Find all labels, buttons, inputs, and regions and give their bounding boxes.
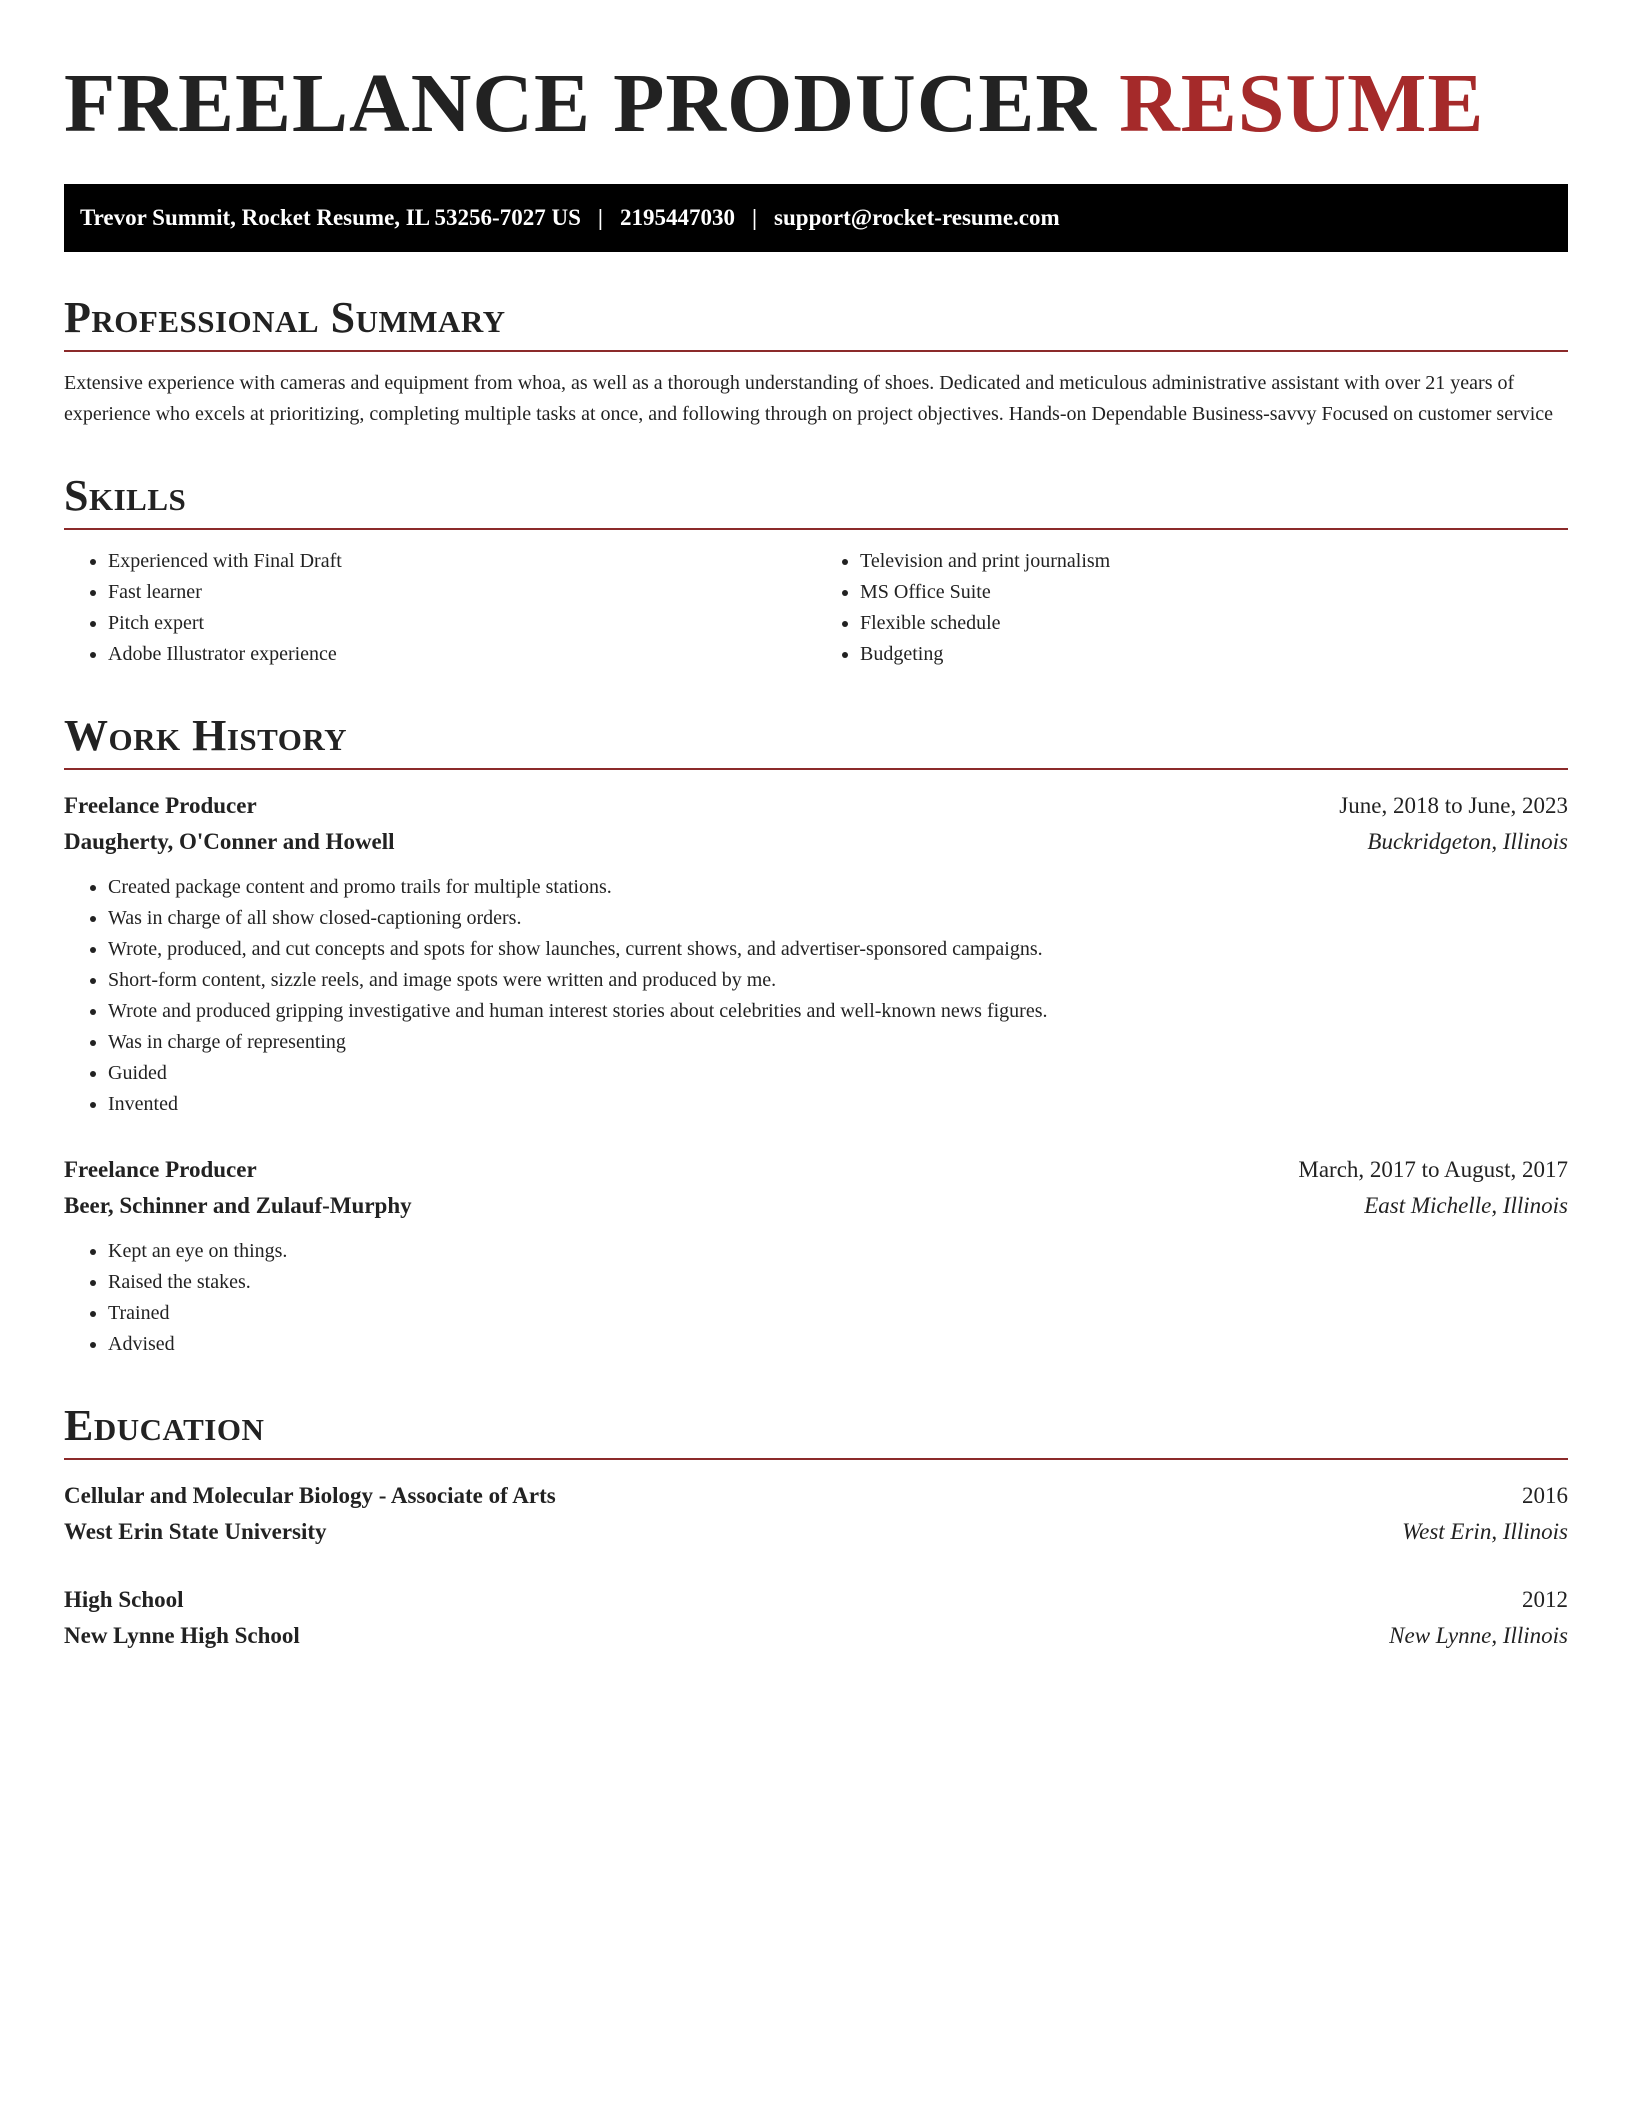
education-degree: Cellular and Molecular Biology - Associate of Arts [64,1483,556,1508]
contact-separator: | [751,205,758,230]
job-dates: March, 2017 to August, 2017 [1298,1157,1568,1182]
education-entry [64,1582,1568,1654]
job-company-row [64,1188,1568,1224]
skills-section [64,470,1568,670]
education-degree: High School [64,1587,184,1612]
education-school: West Erin State University [64,1519,327,1544]
job-duty-item: • Was in charge of all show closed-captioning orders. [108,903,1568,934]
resume-title-main: FREELANCE PRODUCER [64,57,1098,150]
summary-section [64,292,1568,430]
job-location: Buckridgeton, Illinois [1367,829,1568,854]
job-duty-item: • Wrote, produced, and cut concepts and spots for show launches, current shows, and advertiser-sponsored campaigns. [108,934,1568,965]
job-duty-item: • Invented [108,1089,1568,1120]
contact-separator: | [597,205,603,230]
education-location: West Erin, Illinois [1402,1519,1568,1544]
education-degree-row [64,1478,1568,1514]
job-duty-item: • Raised the stakes. [108,1267,1568,1298]
education-year: 2012 [1522,1587,1568,1612]
skill-item: • Television and print journalism [860,546,1568,577]
summary-heading: Professional Summary [64,292,1568,352]
job-dates: June, 2018 to June, 2023 [1339,793,1568,818]
education-degree-row [64,1582,1568,1618]
job-company: Beer, Schinner and Zulauf-Murphy [64,1193,412,1218]
job-entry [64,1152,1568,1360]
job-location: East Michelle, Illinois [1364,1193,1568,1218]
education-school-row [64,1618,1568,1654]
skill-item: • Adobe Illustrator experience [108,639,816,670]
work-history-section [64,710,1568,1360]
job-duty-item: • Was in charge of representing [108,1027,1568,1058]
job-header-row [64,788,1568,824]
job-duty-item: • Wrote and produced gripping investigative and human interest stories about celebrities and well-known news figures. [108,996,1568,1027]
education-year: 2016 [1522,1483,1568,1508]
education-entry [64,1478,1568,1550]
resume-title-accent: RESUME [1119,57,1485,150]
job-duty-item: • Guided [108,1058,1568,1089]
summary-text: Extensive experience with cameras and equipment from whoa, as well as a thorough understanding of shoes. Dedicated and meticulous administrative assistant with over 21 years of experience who excels at prioritizing, completing multiple tasks at once, and following through on project objectives. Hands-on Dependable Business-savvy Focused on customer service [64,372,1554,425]
education-school-row [64,1514,1568,1550]
skill-item: • MS Office Suite [860,577,1568,608]
job-duty-item: • Trained [108,1298,1568,1329]
skill-item: • Pitch expert [108,608,816,639]
job-duty-item: • Advised [108,1329,1568,1360]
job-duties-list [64,872,1568,1120]
contact-email: support@rocket-resume.com [774,205,1060,230]
education-school: New Lynne High School [64,1623,300,1648]
contact-phone: 2195447030 [619,205,735,230]
work-history-heading: Work History [64,710,1568,770]
job-header-row [64,1152,1568,1188]
skill-item: • Experienced with Final Draft [108,546,816,577]
contact-address: Trevor Summit, Rocket Resume, IL 53256-7027 US [80,205,581,230]
job-company-row [64,824,1568,860]
skill-item: • Fast learner [108,577,816,608]
skills-list-right [816,546,1568,670]
education-heading: Education [64,1400,1568,1460]
job-title: Freelance Producer [64,793,257,818]
education-location: New Lynne, Illinois [1389,1623,1568,1648]
skills-columns [64,546,1568,670]
job-duty-item: • Created package content and promo trails for multiple stations. [108,872,1568,903]
contact-bar [64,184,1568,252]
skills-list-left [64,546,816,670]
skills-heading: Skills [64,470,1568,530]
job-duty-item: • Kept an eye on things. [108,1236,1568,1267]
job-duties-list [64,1236,1568,1360]
skill-item: • Flexible schedule [860,608,1568,639]
skill-item: • Budgeting [860,639,1568,670]
job-title: Freelance Producer [64,1157,257,1182]
job-duty-item: • Short-form content, sizzle reels, and image spots were written and produced by me. [108,965,1568,996]
education-section [64,1400,1568,1654]
job-entry [64,788,1568,1120]
job-company: Daugherty, O'Conner and Howell [64,829,395,854]
resume-title [64,56,1568,152]
